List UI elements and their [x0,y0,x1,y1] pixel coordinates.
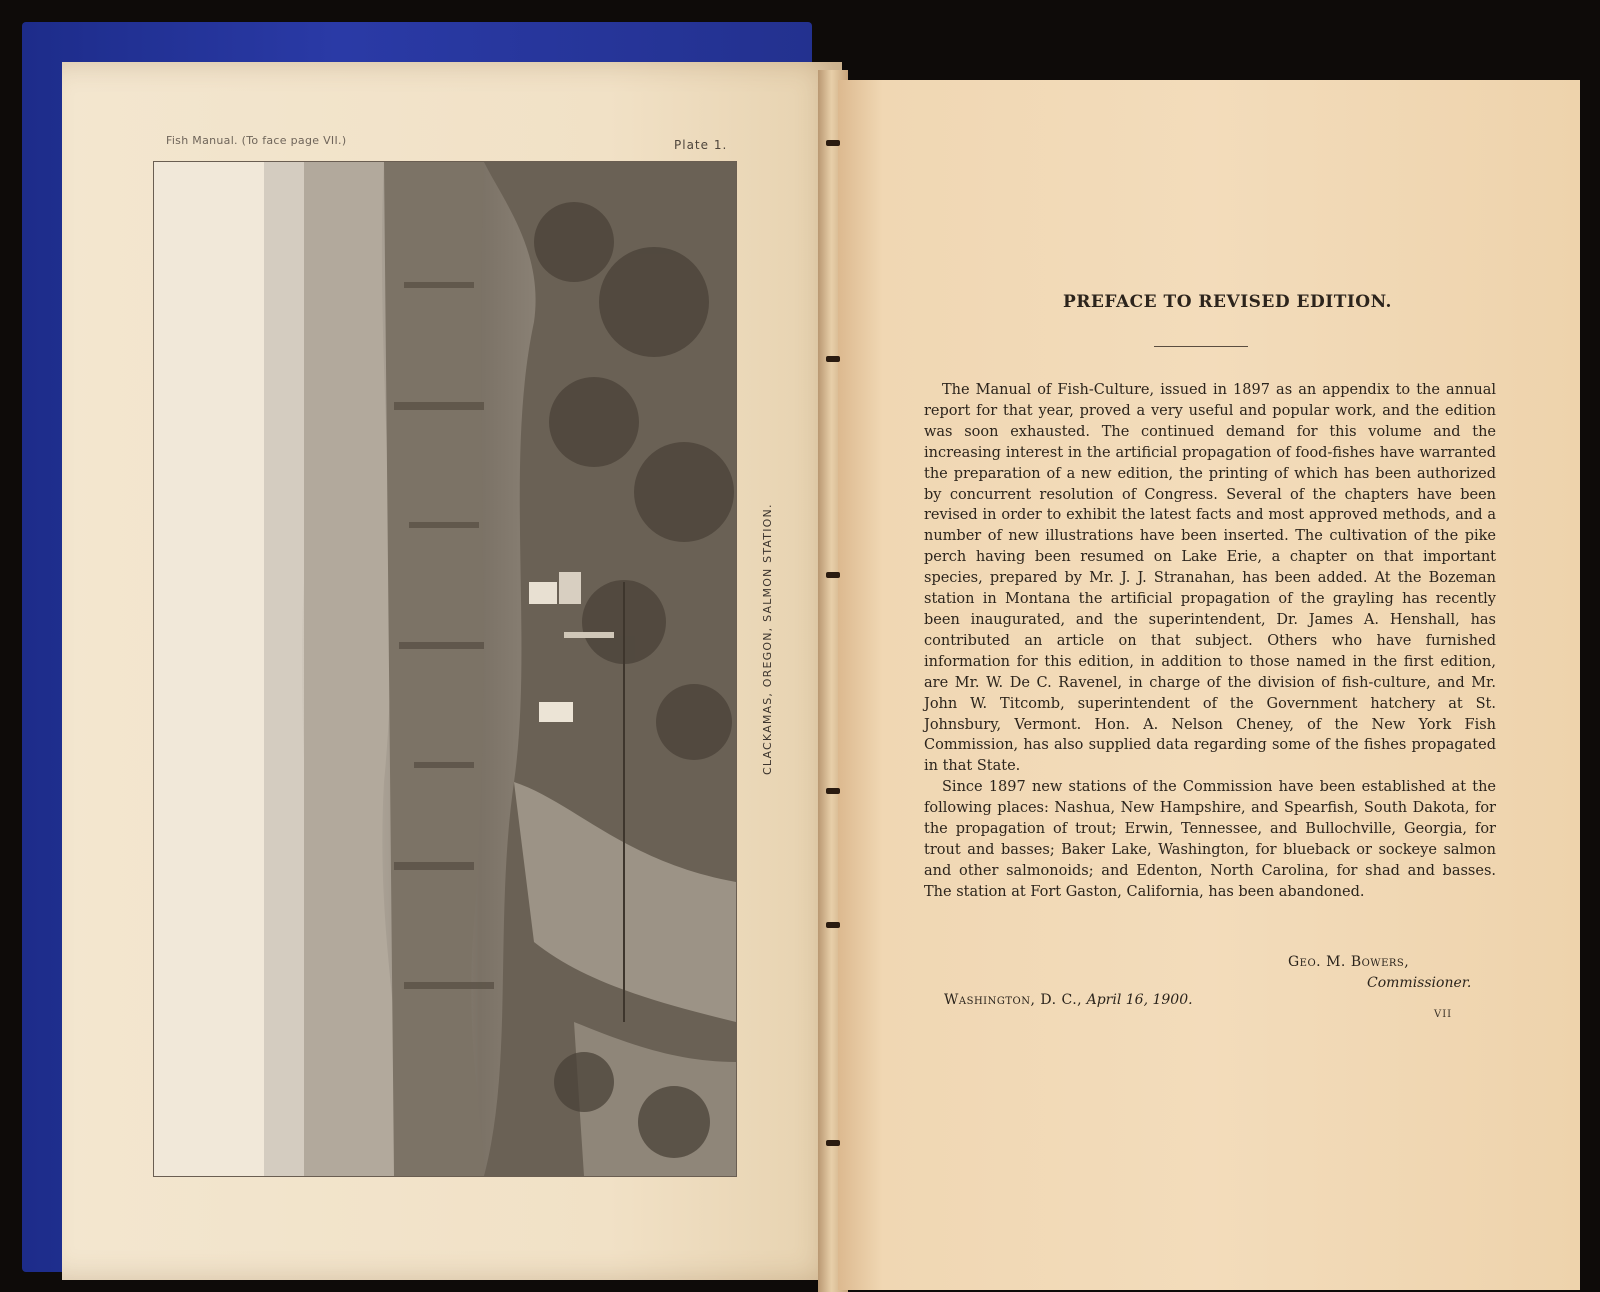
running-head: Fish Manual. (To face page VII.) [166,134,347,147]
plate-photograph [153,161,737,1177]
signature-title: Commissioner. [1367,975,1472,991]
plate-label: Plate 1. [674,138,728,152]
binding-stitch [826,922,840,928]
date: April 16, 1900. [1086,992,1193,1008]
preface-body [924,380,1496,903]
binding-stitch [826,356,840,362]
binding-stitch [826,572,840,578]
signature-name: Geo. M. Bowers, [1288,954,1410,970]
page-number: VII [1434,1009,1453,1020]
paragraph: Since 1897 new stations of the Commission have been established at the following places: Nashua, New Hampshire, and Spearfish, South Dakota, for the propagation of trout; Erwin, Tennessee, and Bullochville, Georgia, for trout and basses; Baker Lake, Washington, for blueback or sockeye salmon and other salmonoids; and Edenton, North Carolina, for shad and basses. The station at Fort Gaston, California, has been abandoned. [924,779,1496,900]
title-rule [1154,346,1248,347]
plate-caption: CLACKAMAS, OREGON, SALMON STATION. [761,503,774,775]
binding-stitch [826,788,840,794]
paragraph: The Manual of Fish-Culture, issued in 1897 as an appendix to the annual report for that year, proved a very useful and popular work, and the edition was soon exhausted. The continued demand for this volume and the increasing interest in the artificial propagation of food-fishes have warranted the preparation of a new edition, the printing of which has been authorized by concurrent resolution of Congress. Several of the chapters have been revised in order to exhibit the latest facts and most approved methods, and a number of new illustrations have been inserted. The cultivation of the pike perch having been resumed on Lake Erie, a chapter on that important species, prepared by Mr. J. J. Stranahan, has been added. At the Bozeman station in Montana the artificial propagation of the grayling has recently been inaugurated, and the superintendent, Dr. James A. Henshall, has contributed an article on that subject. Others who have furnished information for this edition, in addition to those named in the first edition, are Mr. W. De C. Ravenel, in charge of the division of fish-culture, and Mr. John W. Titcomb, superintendent of the Government hatchery at St. Johnsbury, Vermont. Hon. A. Nelson Cheney, of the New York Fish Commission, has also supplied data regarding some of the fishes propagated in that State. [924,382,1496,775]
place: Washington, D. C., [944,992,1083,1008]
place-date [944,992,1193,1008]
binding-stitch [826,1140,840,1146]
binding-stitch [826,140,840,146]
page-title: PREFACE TO REVISED EDITION. [1063,292,1392,312]
